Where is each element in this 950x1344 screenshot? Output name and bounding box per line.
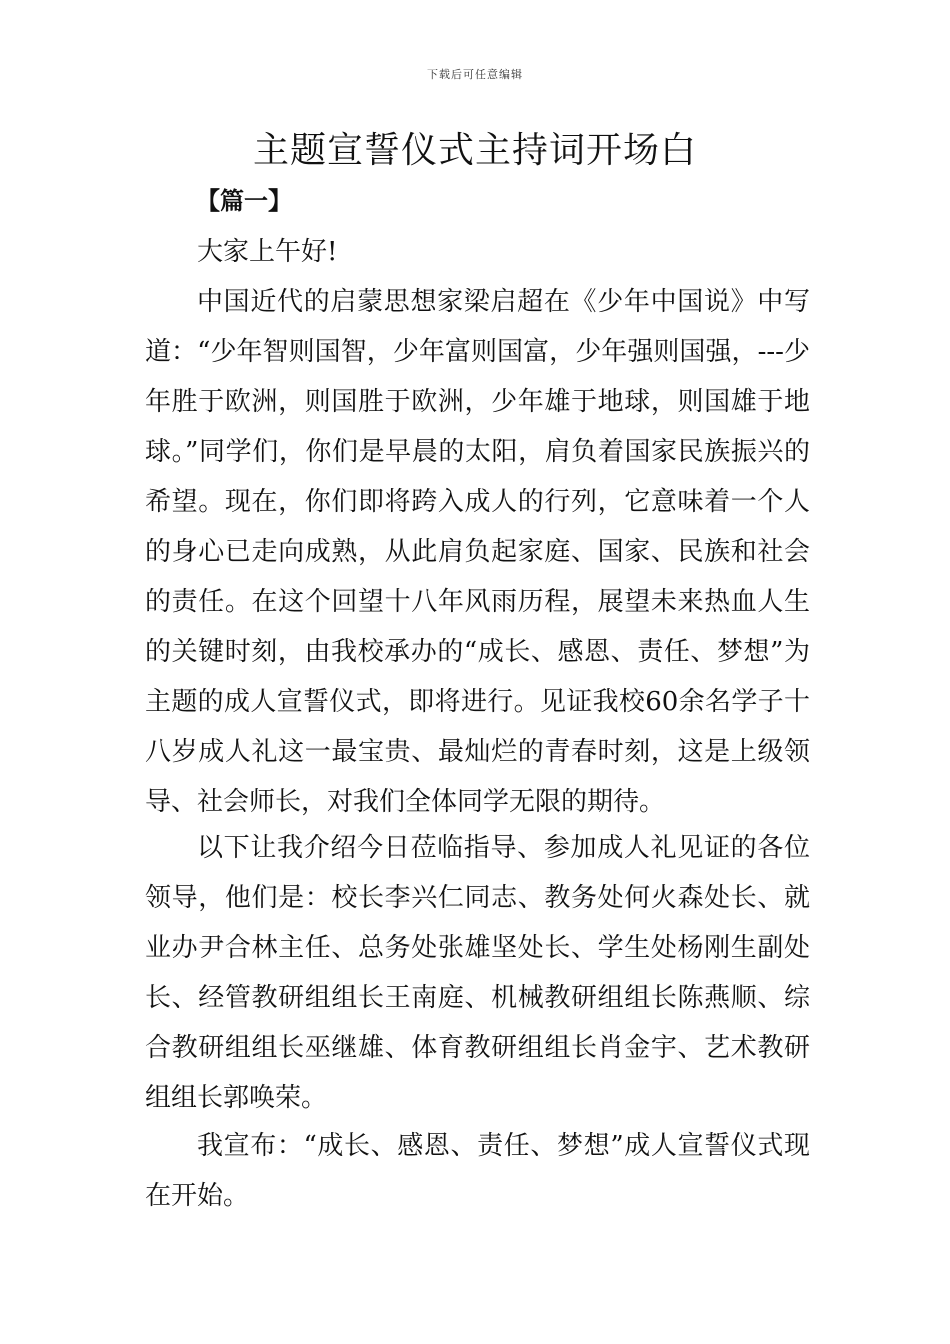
greeting-paragraph: 大家上午好!: [197, 237, 338, 267]
header-note: 下载后可任意编辑: [427, 68, 523, 81]
document-title: 主题宣誓仪式主持词开场白: [252, 130, 697, 171]
section-label: 【篇一】: [196, 187, 292, 215]
body-paragraph: 中国近代的启蒙思想家梁启超在《少年中国说》中写道：“少年智则国智，少年富则国富，少年强则国强，---少年胜于欧洲，则国胜于欧洲，少年雄于地球，则国雄于地球。”同学们，你们是早晨的太阳，肩负着国家民族振兴的希望。现在，你们即将跨入成人的行列，它意味着一个人的身心已走向成熟，从此肩负起家庭、国家、民族和社会的责任。在这个回望十八年风雨历程，展望未来热血人生的关键时刻，由我校承办的“成长、感恩、责任、梦想”为主题的成人宣誓仪式，即将进行。见证我校60余名学子十八岁成人礼这一最宝贵、最灿烂的青春时刻，这是上级领导、社会师长，对我们全体同学无限的期待。: [145, 287, 810, 817]
body-paragraph: 以下让我介绍今日莅临指导、参加成人礼见证的各位领导，他们是：校长李兴仁同志、教务处何火森处长、就业办尹合林主任、总务处张雄坚处长、学生处杨刚生副处长、经管教研组组长王南庭、机械教研组组长陈燕顺、综合教研组组长巫继雄、体育教研组组长肖金宇、艺术教研组组长郭唤荣。: [145, 833, 810, 1113]
body-paragraph: 我宣布：“成长、感恩、责任、梦想”成人宣誓仪式现在开始。: [145, 1131, 810, 1211]
